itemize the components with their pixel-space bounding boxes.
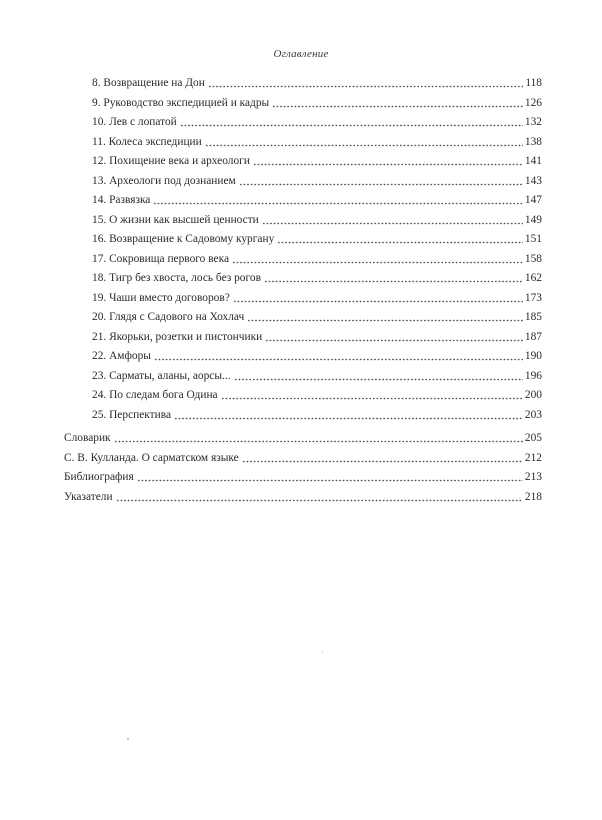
toc-entry-title: 19. Чаши вместо договоров?: [92, 291, 230, 304]
toc-entry: [92, 230, 542, 248]
dot-leader: [265, 330, 523, 342]
toc-entry-page: 213: [524, 471, 542, 483]
toc-entry-title: 12. Похищение века и археологи: [92, 155, 250, 167]
toc-entry: [92, 250, 542, 268]
toc-entry-title: 18. Тигр без хвоста, лось без рогов: [92, 272, 261, 284]
toc-entry-title: 17. Сокровища первого века: [92, 252, 230, 265]
dot-leader: [264, 271, 523, 283]
dot-leader: [234, 369, 523, 381]
toc-entry-page: 187: [524, 330, 542, 343]
toc-entry-title: 15. О жизни как высшей ценности: [92, 213, 259, 226]
dot-leader: [232, 252, 523, 264]
toc-entry-page: 158: [524, 252, 542, 265]
toc-entry-page: 185: [524, 311, 542, 323]
toc-entry-page: 218: [524, 490, 542, 503]
toc-entry-page: 162: [524, 272, 542, 284]
dot-leader: [205, 135, 523, 147]
toc-entry-page: 132: [524, 116, 542, 128]
dot-leader: [221, 388, 523, 400]
toc-entry-page: 147: [524, 194, 542, 206]
toc-entry-title: 21. Якорьки, розетки и пистончики: [92, 330, 263, 343]
dot-leader: [242, 451, 523, 463]
toc-entry: [92, 328, 542, 346]
toc-entry-title: 23. Сарматы, аланы, аорсы...: [92, 369, 231, 382]
dot-leader: [247, 310, 523, 322]
toc-entry: [92, 211, 542, 229]
toc-entry: [92, 133, 542, 151]
toc-entry: [92, 406, 542, 424]
toc-entry-title: 8. Возвращение на Дон: [92, 77, 205, 89]
toc-entry: [92, 191, 542, 209]
dot-leader: [154, 349, 523, 361]
toc-entry: [92, 386, 542, 404]
toc-entry: [92, 172, 542, 190]
toc-entry-title: 10. Лев с лопатой: [92, 116, 177, 128]
dot-leader: [153, 193, 523, 205]
toc-entry-page: 196: [524, 369, 542, 382]
toc-entry-title: 22. Амфоры: [92, 350, 151, 362]
toc-entry-page: 203: [524, 408, 542, 421]
toc-entry-page: 141: [524, 155, 542, 167]
toc-entry-page: 205: [524, 432, 542, 444]
dot-leader: [233, 291, 523, 303]
toc-entry-page: 149: [524, 213, 542, 226]
running-head: Оглавление: [273, 48, 329, 60]
toc-entry-page: 138: [524, 135, 542, 148]
toc-entry-title: 16. Возвращение к Садовому кургану: [92, 233, 275, 245]
toc-entry-page: 173: [524, 291, 542, 304]
dot-leader: [208, 76, 524, 88]
toc-entry: [92, 113, 542, 131]
dot-leader: [272, 96, 523, 108]
toc-entry-title: Указатели: [64, 490, 113, 503]
toc-entry: [92, 152, 542, 170]
toc-entry: [64, 449, 542, 467]
scan-speck: [322, 652, 323, 653]
toc-entry: [92, 289, 542, 307]
dot-leader: [116, 490, 523, 502]
toc-entry-title: 9. Руководство экспедицией и кадры: [92, 96, 270, 109]
toc-entry-title: 14. Развязка: [92, 194, 151, 206]
toc-entry-title: Библиография: [64, 471, 134, 483]
dot-leader: [277, 232, 523, 244]
toc-entry-title: 13. Археологи под дознанием: [92, 174, 236, 187]
dot-leader: [174, 408, 523, 420]
toc-entry: [64, 429, 542, 447]
toc-entry-page: 151: [524, 233, 542, 245]
toc-entry-title: 20. Глядя с Садового на Хохлач: [92, 311, 245, 323]
scan-speck: [127, 738, 129, 740]
toc-entry-title: 24. По следам бога Одина: [92, 389, 218, 401]
toc-entry-page: 200: [524, 389, 542, 401]
toc-entry: [64, 468, 542, 486]
toc-entry-page: 118: [525, 77, 542, 89]
toc-entry-title: 25. Перспектива: [92, 408, 172, 421]
toc-entry: [92, 94, 542, 112]
dot-leader: [137, 470, 523, 482]
toc-entry: [92, 367, 542, 385]
toc-entry-page: 126: [524, 96, 542, 109]
toc-entry-title: 11. Колеса экспедиции: [92, 135, 202, 148]
toc-entry-title: С. В. Кулланда. О сарматском языке: [64, 451, 239, 464]
dot-leader: [239, 174, 523, 186]
toc-entry: [92, 269, 542, 287]
toc-entry: [92, 347, 542, 365]
toc-entry-page: 212: [524, 451, 542, 464]
toc-entry-page: 143: [524, 174, 542, 187]
dot-leader: [114, 431, 523, 443]
toc-entry: [64, 488, 542, 506]
dot-leader: [253, 154, 523, 166]
dot-leader: [262, 213, 523, 225]
toc-entry-page: 190: [524, 350, 542, 362]
toc-entry-title: Словарик: [64, 432, 111, 444]
dot-leader: [180, 115, 523, 127]
toc-entry: [92, 74, 542, 92]
toc-entry: [92, 308, 542, 326]
